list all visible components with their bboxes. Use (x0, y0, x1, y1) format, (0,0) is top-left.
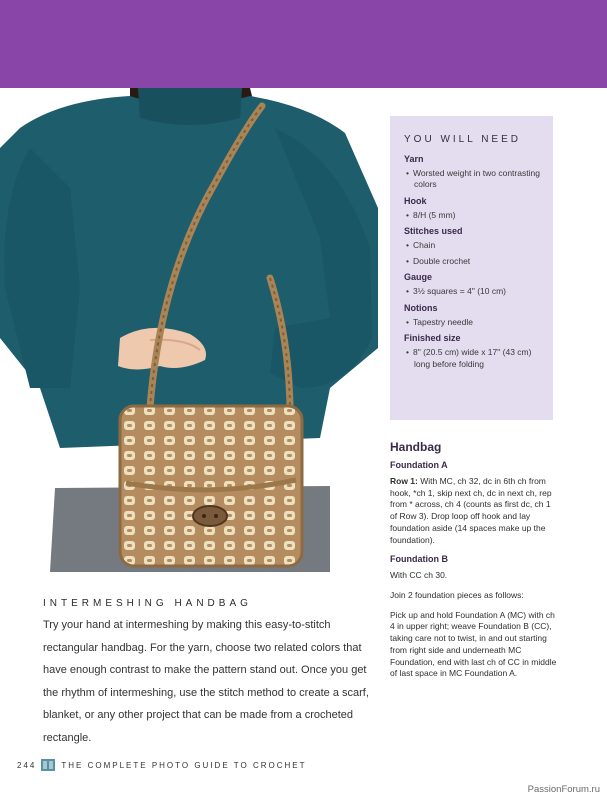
page-number: 244 (17, 760, 37, 770)
photo-illustration (0, 88, 378, 572)
needs-head-finished-size: Finished size (404, 333, 461, 344)
needs-head-gauge: Gauge (404, 272, 433, 283)
needs-item-notions: • Tapestry needle (404, 317, 541, 328)
header-band (0, 0, 607, 88)
foundation-b-heading: Foundation B (390, 554, 448, 565)
needs-head-stitches: Stitches used (404, 226, 463, 237)
instructions-title: Handbag (390, 440, 442, 454)
needs-item-finished-size: • 8" (20.5 cm) wide x 17" (43 cm) long before folding (404, 347, 541, 370)
needs-item-gauge: • 3½ squares = 4" (10 cm) (404, 286, 541, 297)
pickup-paragraph: Pick up and hold Foundation A (MC) with ch 4 in upper right; weave Foundation B (CC), taking care not to twist, in and out starting from right side and underneath MC Foundation, end with last ch of CC in middle of last space in MC Foundation A. (390, 609, 557, 679)
book-logo-icon (41, 759, 55, 771)
foundation-a-heading: Foundation A (390, 460, 448, 470)
needs-title: YOU WILL NEED (404, 134, 521, 145)
intro-title: INTERMESHING HANDBAG (43, 598, 252, 609)
needs-item-hook: • 8/H (5 mm) (404, 210, 541, 221)
needs-head-hook: Hook (404, 195, 427, 206)
needs-item-chain: • Chain (404, 240, 541, 251)
needs-item-double-crochet: • Double crochet (404, 256, 541, 267)
book-title: THE COMPLETE PHOTO GUIDE TO CROCHET (61, 760, 307, 770)
row-1-paragraph (390, 476, 560, 546)
needs-head-notions: Notions (404, 302, 438, 313)
with-cc-paragraph: With CC ch 30. (390, 570, 448, 581)
intro-body: Try your hand at intermeshing by making this easy-to-stitch rectangular handbag. For the yarn, choose two related colors that have enough contrast to make the pattern stand out. Once you get the rhythm of intermeshing, use the stitch method to create a scarf, blanket, or any other project that can be made from a crocheted rectangle. (43, 619, 369, 744)
needs-head-yarn: Yarn (404, 154, 424, 164)
handbag-instructions (390, 440, 560, 688)
page-footer (17, 759, 307, 771)
handbag-photo (0, 88, 378, 572)
row-1-text: With MC, ch 32, dc in 6th ch from hook, *ch 1, skip next ch, dc in next ch, rep from * across, ch 4 (counts as first dc, ch 1 of Row 3). Drop loop off hook and lay foundation aside (14 spaces make up the foundation). (390, 476, 552, 545)
join-paragraph: Join 2 foundation pieces as follows: (390, 590, 524, 601)
row-1-label: Row 1: (390, 476, 418, 486)
watermark: PassionForum.ru (527, 784, 600, 795)
you-will-need-box (390, 116, 553, 420)
needs-item-yarn: • Worsted weight in two contrasting colors (404, 168, 541, 191)
